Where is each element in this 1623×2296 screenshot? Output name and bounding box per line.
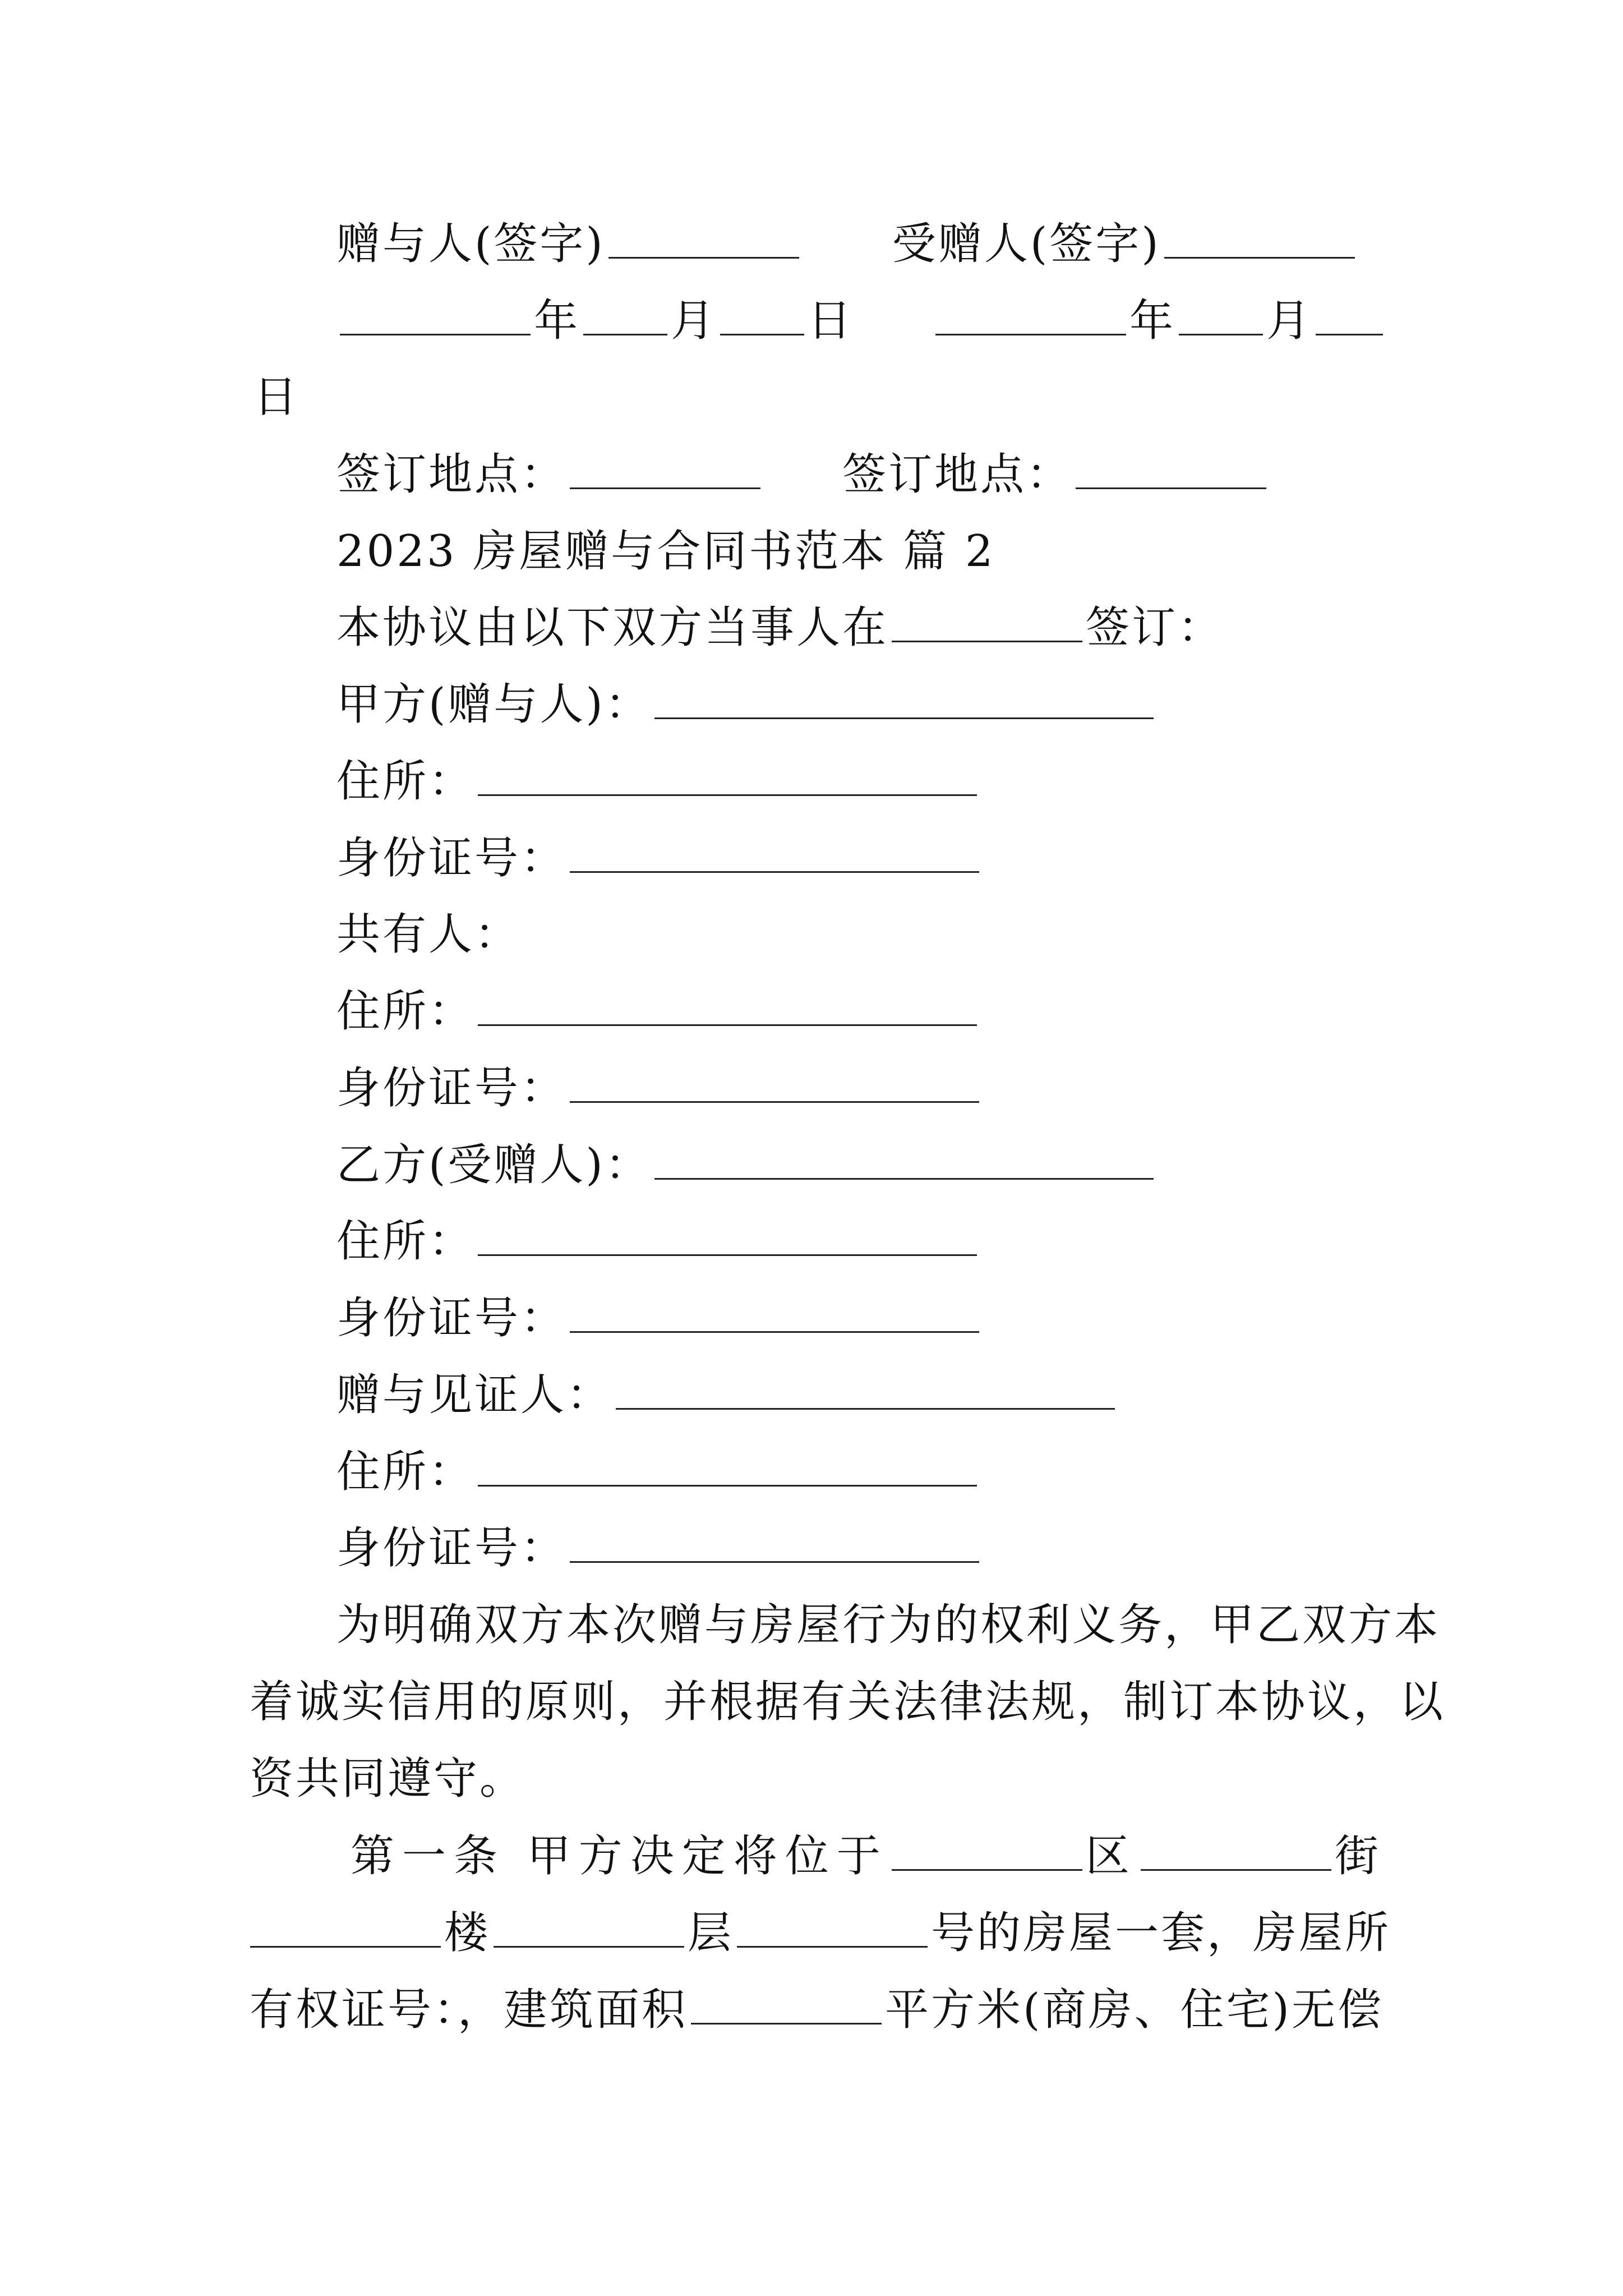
heading-text: 2023 房屋赠与合同书范本 篇 2 <box>336 526 995 577</box>
date-line <box>336 283 1386 359</box>
place-blank-2 <box>1076 444 1266 489</box>
donor-signature-label: 赠与人(签字) <box>336 219 605 269</box>
address-blank <box>478 1211 977 1256</box>
building-label: 楼 <box>444 1908 491 1958</box>
street-label: 街 <box>1334 1831 1386 1881</box>
number-suffix: 号的房屋一套，房屋所 <box>931 1908 1391 1958</box>
witness-line <box>336 1357 1118 1433</box>
year-blank-2 <box>935 290 1126 335</box>
year-label: 年 <box>534 296 580 346</box>
day-blank <box>720 290 804 335</box>
intro-before: 本协议由以下双方当事人在 <box>336 602 889 653</box>
month-label-2: 月 <box>1266 296 1313 346</box>
address-label: 住所： <box>336 986 475 1037</box>
id-blank <box>570 1287 979 1333</box>
co-owner-label: 共有人： <box>336 909 521 960</box>
article-1-line-3 <box>250 1972 1384 2048</box>
paragraph-1-line-1: 为明确双方本次赠与房屋行为的权利义务，甲乙双方本 <box>336 1600 1441 1650</box>
area-blank <box>691 1979 882 2024</box>
party-b-id-line <box>336 1280 983 1356</box>
party-a-id-line <box>336 820 983 896</box>
id-blank <box>570 1057 979 1103</box>
year-label-2: 年 <box>1129 296 1176 346</box>
intro-after: 签订： <box>1086 602 1224 653</box>
co-owner-line <box>336 896 520 973</box>
street-blank <box>1141 1825 1331 1871</box>
paragraph-line <box>250 1741 525 1817</box>
address-blank <box>478 1441 977 1487</box>
paragraph-1-line-2: 着诚实信用的原则，并根据有关法律法规，制订本协议，以 <box>250 1677 1446 1727</box>
party-b-label: 乙方(受赠人)： <box>336 1140 651 1190</box>
party-a-address-line <box>336 743 980 820</box>
floor-blank <box>494 1902 684 1948</box>
day-label-2: 日 <box>253 372 300 422</box>
address-blank <box>478 981 977 1026</box>
section-heading <box>336 513 995 590</box>
party-a-label: 甲方(赠与人)： <box>336 679 651 730</box>
article-1-line-2 <box>247 1895 1391 1971</box>
id-label: 身份证号： <box>336 1293 567 1343</box>
district-blank <box>892 1825 1082 1871</box>
place-line <box>336 436 1270 513</box>
article-1-line-1 <box>351 1818 1386 1894</box>
building-blank <box>250 1902 441 1948</box>
party-a-line <box>336 666 1157 743</box>
date-line-wrap <box>253 359 299 435</box>
address-label: 住所： <box>336 1216 475 1267</box>
place-blank-1 <box>570 444 760 489</box>
day-blank-2 <box>1316 290 1383 335</box>
paragraph-line <box>336 1587 1440 1663</box>
day-label: 日 <box>808 296 854 346</box>
paragraph-line <box>250 1664 1445 1740</box>
party-a-blank <box>654 674 1154 719</box>
id-label: 身份证号： <box>336 1523 567 1573</box>
year-blank <box>340 290 531 335</box>
place-label-1: 签订地点： <box>336 449 567 500</box>
witness-address-line <box>336 1434 980 1510</box>
party-b-address-line <box>336 1203 980 1280</box>
witness-id-line <box>336 1510 983 1586</box>
co-owner-id-line <box>336 1050 983 1126</box>
co-owner-address-line <box>336 973 980 1050</box>
id-label: 身份证号： <box>336 833 567 884</box>
area-suffix: 平方米(商房、住宅)无偿 <box>885 1985 1384 2035</box>
place-label-2: 签订地点： <box>842 449 1073 500</box>
party-b-line <box>336 1127 1157 1203</box>
party-b-blank <box>654 1134 1154 1180</box>
floor-label: 层 <box>688 1908 734 1958</box>
cert-text: 有权证号：，建筑面积 <box>250 1985 688 2035</box>
signing-place-blank <box>892 597 1082 642</box>
paragraph-1-line-3: 资共同遵守。 <box>250 1754 526 1804</box>
signature-line <box>336 206 1358 282</box>
donee-signature-blank <box>1164 213 1355 259</box>
number-blank <box>737 1902 928 1948</box>
id-blank <box>570 1517 979 1563</box>
month-blank <box>583 290 667 335</box>
district-label: 区 <box>1085 1831 1137 1881</box>
address-label: 住所： <box>336 756 475 807</box>
id-label: 身份证号： <box>336 1063 567 1114</box>
intro-line <box>336 590 1224 666</box>
month-blank-2 <box>1179 290 1263 335</box>
donee-signature-label: 受赠人(签字) <box>892 219 1161 269</box>
address-blank <box>478 751 977 796</box>
witness-blank <box>616 1364 1115 1410</box>
id-blank <box>570 827 979 873</box>
donor-signature-blank <box>608 213 799 259</box>
month-label: 月 <box>671 296 717 346</box>
address-label: 住所： <box>336 1447 475 1497</box>
witness-label: 赠与见证人： <box>336 1370 613 1420</box>
article-1-lead: 第一条 甲方决定将位于 <box>351 1831 888 1881</box>
